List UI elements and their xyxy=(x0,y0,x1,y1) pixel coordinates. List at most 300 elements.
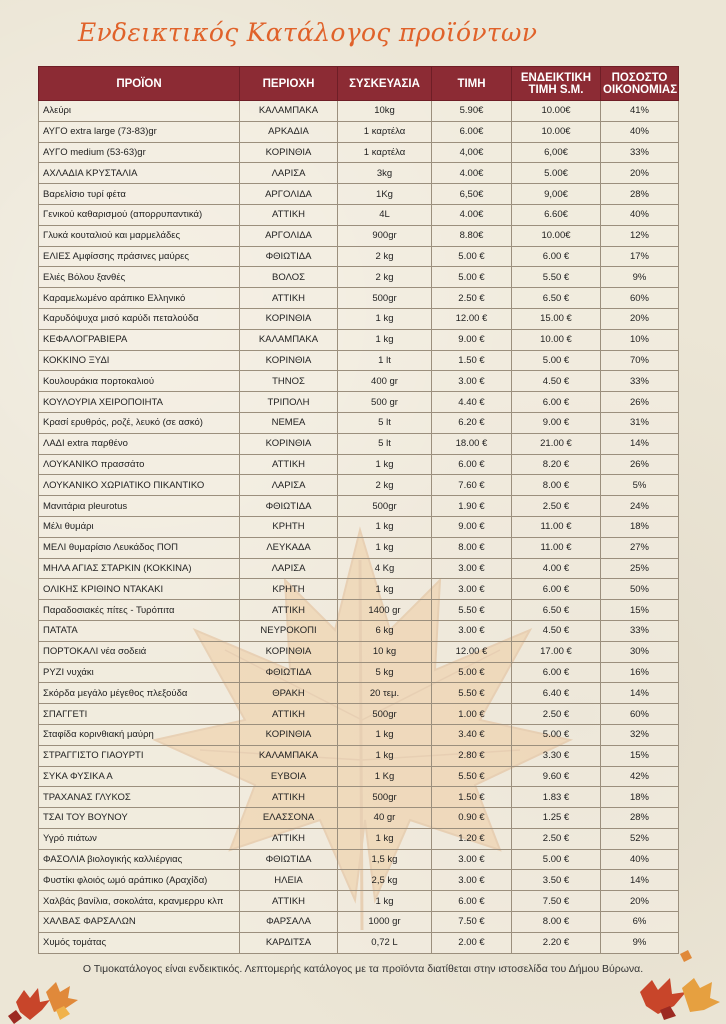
cell-region: ΚΟΡΙΝΘΙΑ xyxy=(240,308,338,329)
cell-product-name: ΤΣΑΙ ΤΟΥ ΒΟΥΝΟΥ xyxy=(39,808,240,829)
cell-package: 500gr xyxy=(338,288,432,309)
cell-region: ΚΟΡΙΝΘΙΑ xyxy=(240,724,338,745)
cell-sm-price: 9.60 € xyxy=(512,766,601,787)
cell-sm-price: 7.50 € xyxy=(512,891,601,912)
cell-package: 500gr xyxy=(338,704,432,725)
cell-price: 8.00 € xyxy=(432,537,512,558)
table-row xyxy=(39,745,679,766)
table-row xyxy=(39,288,679,309)
cell-price: 5.00 € xyxy=(432,267,512,288)
autumn-leaves-corner-right-icon xyxy=(630,948,722,1022)
cell-package: 3kg xyxy=(338,163,432,184)
cell-product-name: Γενικού καθαρισμού (απορρυπαντικά) xyxy=(39,204,240,225)
cell-price: 5.50 € xyxy=(432,683,512,704)
cell-package: 0,72 L xyxy=(338,932,432,953)
table-row xyxy=(39,912,679,933)
cell-sm-price: 9,00€ xyxy=(512,184,601,205)
cell-product-name: Κρασί ερυθρός, ροζέ, λευκό (σε ασκό) xyxy=(39,412,240,433)
cell-sm-price: 3.30 € xyxy=(512,745,601,766)
price-table xyxy=(38,66,679,954)
cell-price: 12.00 € xyxy=(432,641,512,662)
cell-product-name: Κουλουράκια πορτοκαλιού xyxy=(39,371,240,392)
cell-price: 4.40 € xyxy=(432,392,512,413)
cell-product-name: Χυμός τομάτας xyxy=(39,932,240,953)
cell-package: 1 lt xyxy=(338,350,432,371)
cell-product-name: Σκόρδα μεγάλο μέγεθος πλεξούδα xyxy=(39,683,240,704)
cell-region: ΝΕΥΡΟΚΟΠΙ xyxy=(240,620,338,641)
cell-product-name: ΤΡΑΧΑΝΑΣ ΓΛΥΚΟΣ xyxy=(39,787,240,808)
cell-product-name: ΟΛΙΚΗΣ ΚΡΙΘΙΝΟ ΝΤΑΚΑΚΙ xyxy=(39,579,240,600)
cell-product-name: ΚΟΚΚΙΝΟ ΞΥΔΙ xyxy=(39,350,240,371)
cell-savings: 20% xyxy=(601,308,679,329)
cell-region: ΕΥΒΟΙΑ xyxy=(240,766,338,787)
cell-product-name: ΚΕΦΑΛΟΓΡΑΒΙΕΡΑ xyxy=(39,329,240,350)
cell-price: 1.90 € xyxy=(432,496,512,517)
cell-price: 2.00 € xyxy=(432,932,512,953)
table-row xyxy=(39,787,679,808)
cell-region: ΚΟΡΙΝΘΙΑ xyxy=(240,433,338,454)
cell-price: 9.00 € xyxy=(432,516,512,537)
cell-package: 500gr xyxy=(338,496,432,517)
cell-package: 1000 gr xyxy=(338,912,432,933)
cell-product-name: Χαλβάς βανίλια, σοκολάτα, κρανμερρυ κλπ xyxy=(39,891,240,912)
cell-savings: 25% xyxy=(601,558,679,579)
cell-region: ΚΑΛΑΜΠΑΚΑ xyxy=(240,745,338,766)
table-row xyxy=(39,662,679,683)
cell-region: ΑΡΚΑΔΙΑ xyxy=(240,121,338,142)
table-row xyxy=(39,516,679,537)
cell-sm-price: 10.00€ xyxy=(512,121,601,142)
cell-package: 1 kg xyxy=(338,329,432,350)
cell-savings: 9% xyxy=(601,267,679,288)
cell-price: 5.90€ xyxy=(432,101,512,122)
cell-price: 6.00 € xyxy=(432,891,512,912)
cell-savings: 18% xyxy=(601,787,679,808)
cell-region: ΚΡΗΤΗ xyxy=(240,579,338,600)
cell-price: 3.00 € xyxy=(432,371,512,392)
cell-region: ΑΤΤΙΚΗ xyxy=(240,704,338,725)
cell-product-name: ΕΛΙΕΣ Αμφίσσης πράσινες μαύρες xyxy=(39,246,240,267)
cell-region: ΚΑΡΔΙΤΣΑ xyxy=(240,932,338,953)
cell-savings: 31% xyxy=(601,412,679,433)
cell-region: ΝΕΜΕΑ xyxy=(240,412,338,433)
cell-package: 1 kg xyxy=(338,308,432,329)
cell-sm-price: 5.00€ xyxy=(512,163,601,184)
cell-product-name: ΠΑΤΑΤΑ xyxy=(39,620,240,641)
cell-region: ΑΤΤΙΚΗ xyxy=(240,454,338,475)
cell-savings: 33% xyxy=(601,371,679,392)
table-row xyxy=(39,163,679,184)
cell-product-name: ΚΟΥΛΟΥΡΙΑ ΧΕΙΡΟΠΟΙΗΤΑ xyxy=(39,392,240,413)
cell-price: 1.50 € xyxy=(432,350,512,371)
cell-sm-price: 11.00 € xyxy=(512,537,601,558)
cell-product-name: ΑΥΓΟ extra large (73-83)gr xyxy=(39,121,240,142)
cell-sm-price: 2.50 € xyxy=(512,496,601,517)
column-header-sm-price: ΕΝΔΕΙΚΤΙΚΗ ΤΙΜΗ S.M. xyxy=(512,67,601,101)
cell-region: ΚΡΗΤΗ xyxy=(240,516,338,537)
cell-region: ΛΕΥΚΑΔΑ xyxy=(240,537,338,558)
cell-region: ΑΡΓΟΛΙΔΑ xyxy=(240,225,338,246)
cell-region: ΘΡΑΚΗ xyxy=(240,683,338,704)
table-row xyxy=(39,267,679,288)
cell-savings: 14% xyxy=(601,683,679,704)
cell-sm-price: 6.50 € xyxy=(512,288,601,309)
cell-savings: 27% xyxy=(601,537,679,558)
cell-package: 5 lt xyxy=(338,433,432,454)
table-row xyxy=(39,392,679,413)
cell-product-name: Σταφίδα κορινθιακή μαύρη xyxy=(39,724,240,745)
cell-savings: 26% xyxy=(601,454,679,475)
table-row xyxy=(39,246,679,267)
table-row xyxy=(39,121,679,142)
cell-sm-price: 10.00€ xyxy=(512,101,601,122)
cell-sm-price: 5.00 € xyxy=(512,724,601,745)
cell-savings: 30% xyxy=(601,641,679,662)
table-body xyxy=(39,101,679,954)
cell-product-name: ΜΕΛΙ θυμαρίσιο Λευκάδος ΠΟΠ xyxy=(39,537,240,558)
cell-price: 3.00 € xyxy=(432,558,512,579)
cell-savings: 28% xyxy=(601,184,679,205)
cell-sm-price: 6.50 € xyxy=(512,600,601,621)
cell-region: ΛΑΡΙΣΑ xyxy=(240,475,338,496)
cell-sm-price: 6.40 € xyxy=(512,683,601,704)
cell-package: 1 kg xyxy=(338,891,432,912)
table-row xyxy=(39,849,679,870)
cell-package: 1 kg xyxy=(338,516,432,537)
cell-region: ΑΤΤΙΚΗ xyxy=(240,891,338,912)
cell-product-name: Φυστίκι φλοιός ωμό αράπικο (Αραχίδα) xyxy=(39,870,240,891)
table-row xyxy=(39,371,679,392)
cell-package: 1 kg xyxy=(338,745,432,766)
cell-savings: 32% xyxy=(601,724,679,745)
cell-price: 9.00 € xyxy=(432,329,512,350)
cell-savings: 42% xyxy=(601,766,679,787)
table-row xyxy=(39,412,679,433)
cell-price: 5.50 € xyxy=(432,766,512,787)
cell-product-name: ΣΥΚΑ ΦΥΣΙΚΑ Α xyxy=(39,766,240,787)
cell-package: 1400 gr xyxy=(338,600,432,621)
table-row xyxy=(39,766,679,787)
cell-region: ΛΑΡΙΣΑ xyxy=(240,558,338,579)
cell-product-name: ΑΧΛΑΔΙΑ ΚΡΥΣΤΑΛΙΑ xyxy=(39,163,240,184)
cell-savings: 40% xyxy=(601,849,679,870)
cell-product-name: Καραμελωμένο αράπικο Ελληνικό xyxy=(39,288,240,309)
cell-price: 3.00 € xyxy=(432,870,512,891)
table-row xyxy=(39,579,679,600)
cell-sm-price: 9.00 € xyxy=(512,412,601,433)
table-row xyxy=(39,620,679,641)
cell-sm-price: 2.20 € xyxy=(512,932,601,953)
cell-package: 10 kg xyxy=(338,641,432,662)
cell-package: 400 gr xyxy=(338,371,432,392)
cell-region: ΚΟΡΙΝΘΙΑ xyxy=(240,350,338,371)
cell-price: 0.90 € xyxy=(432,808,512,829)
table-row xyxy=(39,932,679,953)
cell-package: 1 kg xyxy=(338,828,432,849)
cell-price: 4.00€ xyxy=(432,204,512,225)
cell-savings: 5% xyxy=(601,475,679,496)
cell-package: 20 τεμ. xyxy=(338,683,432,704)
cell-region: ΚΑΛΑΜΠΑΚΑ xyxy=(240,101,338,122)
cell-savings: 9% xyxy=(601,932,679,953)
cell-sm-price: 6.00 € xyxy=(512,662,601,683)
column-header-product: ΠΡΟΪΟΝ xyxy=(39,67,240,101)
cell-sm-price: 15.00 € xyxy=(512,308,601,329)
table-row xyxy=(39,142,679,163)
cell-package: 40 gr xyxy=(338,808,432,829)
cell-product-name: Ελιές Βόλου ξανθές xyxy=(39,267,240,288)
table-row xyxy=(39,870,679,891)
cell-price: 5.50 € xyxy=(432,600,512,621)
cell-package: 1 kg xyxy=(338,537,432,558)
column-header-region: ΠΕΡΙΟΧΗ xyxy=(240,67,338,101)
cell-price: 4.00€ xyxy=(432,163,512,184)
cell-product-name: ΠΟΡΤΟΚΑΛΙ νέα σοδειά xyxy=(39,641,240,662)
cell-sm-price: 6.00 € xyxy=(512,392,601,413)
cell-price: 4,00€ xyxy=(432,142,512,163)
table-row xyxy=(39,891,679,912)
cell-package: 2 kg xyxy=(338,475,432,496)
cell-region: ΑΤΤΙΚΗ xyxy=(240,787,338,808)
column-header-price: ΤΙΜΗ xyxy=(432,67,512,101)
cell-sm-price: 4.00 € xyxy=(512,558,601,579)
cell-product-name: ΣΤΡΑΓΓΙΣΤΟ ΓΙΑΟΥΡΤΙ xyxy=(39,745,240,766)
cell-price: 2.50 € xyxy=(432,288,512,309)
table-row xyxy=(39,704,679,725)
cell-savings: 14% xyxy=(601,433,679,454)
cell-sm-price: 1.25 € xyxy=(512,808,601,829)
cell-price: 5.00 € xyxy=(432,662,512,683)
table-row xyxy=(39,475,679,496)
table-row xyxy=(39,641,679,662)
cell-product-name: ΛΟΥΚΑΝΙΚΟ πρασσάτο xyxy=(39,454,240,475)
cell-savings: 50% xyxy=(601,579,679,600)
cell-package: 1 καρτέλα xyxy=(338,121,432,142)
cell-product-name: ΛΑΔΙ extra παρθένο xyxy=(39,433,240,454)
cell-price: 3.00 € xyxy=(432,620,512,641)
cell-product-name: Βαρελίσιο τυρί φέτα xyxy=(39,184,240,205)
cell-savings: 18% xyxy=(601,516,679,537)
cell-sm-price: 1.83 € xyxy=(512,787,601,808)
cell-savings: 60% xyxy=(601,288,679,309)
table-row xyxy=(39,808,679,829)
cell-savings: 41% xyxy=(601,101,679,122)
cell-region: ΑΡΓΟΛΙΔΑ xyxy=(240,184,338,205)
cell-sm-price: 4.50 € xyxy=(512,371,601,392)
cell-region: ΚΟΡΙΝΘΙΑ xyxy=(240,142,338,163)
cell-price: 18.00 € xyxy=(432,433,512,454)
cell-product-name: Αλεύρι xyxy=(39,101,240,122)
cell-region: ΑΤΤΙΚΗ xyxy=(240,828,338,849)
table-row xyxy=(39,329,679,350)
cell-savings: 33% xyxy=(601,620,679,641)
cell-region: ΦΘΙΩΤΙΔΑ xyxy=(240,246,338,267)
cell-product-name: Μέλι θυμάρι xyxy=(39,516,240,537)
cell-product-name: ΑΥΓΟ medium (53-63)gr xyxy=(39,142,240,163)
cell-price: 5.00 € xyxy=(432,246,512,267)
cell-sm-price: 5.00 € xyxy=(512,350,601,371)
cell-sm-price: 2.50 € xyxy=(512,704,601,725)
cell-region: ΦΘΙΩΤΙΔΑ xyxy=(240,496,338,517)
cell-package: 5 kg xyxy=(338,662,432,683)
cell-price: 7.50 € xyxy=(432,912,512,933)
cell-product-name: Μανιτάρια pleurotus xyxy=(39,496,240,517)
cell-product-name: ΦΑΣΟΛΙΑ βιολογικής καλλιέργιας xyxy=(39,849,240,870)
cell-sm-price: 6,00€ xyxy=(512,142,601,163)
cell-region: ΑΤΤΙΚΗ xyxy=(240,288,338,309)
table-row xyxy=(39,537,679,558)
cell-price: 6.20 € xyxy=(432,412,512,433)
table-row xyxy=(39,724,679,745)
cell-product-name: ΛΟΥΚΑΝΙΚΟ ΧΩΡΙΑΤΙΚΟ ΠΙΚΑΝΤΙΚΟ xyxy=(39,475,240,496)
cell-package: 500 gr xyxy=(338,392,432,413)
table-row xyxy=(39,350,679,371)
cell-price: 2.80 € xyxy=(432,745,512,766)
cell-region: ΑΤΤΙΚΗ xyxy=(240,204,338,225)
cell-price: 12.00 € xyxy=(432,308,512,329)
cell-package: 1 kg xyxy=(338,454,432,475)
table-row xyxy=(39,101,679,122)
table-row xyxy=(39,558,679,579)
cell-product-name: Υγρό πιάτων xyxy=(39,828,240,849)
cell-savings: 40% xyxy=(601,204,679,225)
table-row xyxy=(39,225,679,246)
cell-region: ΦΘΙΩΤΙΔΑ xyxy=(240,849,338,870)
cell-package: 1 Kg xyxy=(338,766,432,787)
table-row xyxy=(39,496,679,517)
cell-savings: 15% xyxy=(601,600,679,621)
cell-savings: 26% xyxy=(601,392,679,413)
cell-savings: 10% xyxy=(601,329,679,350)
cell-savings: 12% xyxy=(601,225,679,246)
cell-region: ΗΛΕΙΑ xyxy=(240,870,338,891)
cell-price: 1.00 € xyxy=(432,704,512,725)
cell-sm-price: 10.00 € xyxy=(512,329,601,350)
table-row xyxy=(39,828,679,849)
cell-price: 1.20 € xyxy=(432,828,512,849)
cell-package: 1,5 kg xyxy=(338,849,432,870)
table-header-row xyxy=(39,67,679,101)
cell-package: 4 Kg xyxy=(338,558,432,579)
table-row xyxy=(39,683,679,704)
cell-price: 8.80€ xyxy=(432,225,512,246)
cell-product-name: ΣΠΑΓΓΕΤΙ xyxy=(39,704,240,725)
cell-price: 3.00 € xyxy=(432,579,512,600)
cell-package: 10kg xyxy=(338,101,432,122)
cell-region: ΛΑΡΙΣΑ xyxy=(240,163,338,184)
cell-region: ΚΑΛΑΜΠΑΚΑ xyxy=(240,329,338,350)
autumn-leaves-corner-left-icon xyxy=(6,962,86,1024)
cell-product-name: ΜΗΛΑ ΑΓΙΑΣ ΣΤΑΡΚΙΝ (ΚΟΚΚΙΝΑ) xyxy=(39,558,240,579)
cell-sm-price: 2.50 € xyxy=(512,828,601,849)
table-row xyxy=(39,308,679,329)
cell-region: ΕΛΑΣΣΟΝΑ xyxy=(240,808,338,829)
cell-savings: 60% xyxy=(601,704,679,725)
cell-package: 500gr xyxy=(338,787,432,808)
cell-savings: 20% xyxy=(601,891,679,912)
cell-region: ΦΑΡΣΑΛΑ xyxy=(240,912,338,933)
cell-product-name: ΡΥΖΙ νυχάκι xyxy=(39,662,240,683)
cell-savings: 17% xyxy=(601,246,679,267)
cell-product-name: Γλυκά κουταλιού και μαρμελάδες xyxy=(39,225,240,246)
cell-package: 6 kg xyxy=(338,620,432,641)
table-row xyxy=(39,454,679,475)
cell-package: 2 kg xyxy=(338,246,432,267)
cell-savings: 28% xyxy=(601,808,679,829)
cell-price: 3.00 € xyxy=(432,849,512,870)
cell-sm-price: 21.00 € xyxy=(512,433,601,454)
cell-sm-price: 8.20 € xyxy=(512,454,601,475)
cell-package: 1Kg xyxy=(338,184,432,205)
cell-sm-price: 17.00 € xyxy=(512,641,601,662)
table-row xyxy=(39,184,679,205)
table-row xyxy=(39,204,679,225)
cell-sm-price: 8.00 € xyxy=(512,475,601,496)
cell-savings: 20% xyxy=(601,163,679,184)
cell-region: ΤΡΙΠΟΛΗ xyxy=(240,392,338,413)
cell-region: ΚΟΡΙΝΘΙΑ xyxy=(240,641,338,662)
table-row xyxy=(39,433,679,454)
page-title: Ενδεικτικός Κατάλογος προϊόντων xyxy=(78,18,538,47)
cell-sm-price: 6.00 € xyxy=(512,579,601,600)
cell-savings: 6% xyxy=(601,912,679,933)
cell-package: 1 kg xyxy=(338,579,432,600)
column-header-savings: ΠΟΣΟΣΤΟ ΟΙΚΟΝΟΜΙΑΣ xyxy=(601,67,679,101)
cell-price: 7.60 € xyxy=(432,475,512,496)
cell-price: 6.00 € xyxy=(432,454,512,475)
cell-region: ΤΗΝΟΣ xyxy=(240,371,338,392)
cell-sm-price: 5.50 € xyxy=(512,267,601,288)
cell-sm-price: 6.60€ xyxy=(512,204,601,225)
cell-package: 4L xyxy=(338,204,432,225)
cell-region: ΒΟΛΟΣ xyxy=(240,267,338,288)
footer-note: Ο Τιμοκατάλογος είναι ενδεικτικός. Λεπτομερής κατάλογος με τα προϊόντα διατίθεται στην ιστοσελίδα του Δήμου Βύρωνα. xyxy=(82,963,644,975)
cell-package: 1 καρτέλα xyxy=(338,142,432,163)
cell-product-name: ΧΑΛΒΑΣ ΦΑΡΣΑΛΩΝ xyxy=(39,912,240,933)
cell-product-name: Καρυδόψυχα μισό καρύδι πεταλούδα xyxy=(39,308,240,329)
cell-savings: 40% xyxy=(601,121,679,142)
cell-savings: 70% xyxy=(601,350,679,371)
cell-sm-price: 11.00 € xyxy=(512,516,601,537)
cell-price: 3.40 € xyxy=(432,724,512,745)
cell-savings: 52% xyxy=(601,828,679,849)
cell-price: 6,50€ xyxy=(432,184,512,205)
cell-region: ΦΘΙΩΤΙΔΑ xyxy=(240,662,338,683)
cell-region: ΑΤΤΙΚΗ xyxy=(240,600,338,621)
price-table-container xyxy=(38,66,678,954)
cell-price: 1.50 € xyxy=(432,787,512,808)
cell-savings: 24% xyxy=(601,496,679,517)
cell-sm-price: 6.00 € xyxy=(512,246,601,267)
column-header-package: ΣΥΣΚΕΥΑΣΙΑ xyxy=(338,67,432,101)
cell-sm-price: 4.50 € xyxy=(512,620,601,641)
cell-product-name: Παραδοσιακές πίτες - Τυρόπιτα xyxy=(39,600,240,621)
cell-package: 900gr xyxy=(338,225,432,246)
cell-package: 2,5 kg xyxy=(338,870,432,891)
cell-sm-price: 5.00 € xyxy=(512,849,601,870)
cell-package: 2 kg xyxy=(338,267,432,288)
cell-savings: 16% xyxy=(601,662,679,683)
cell-savings: 14% xyxy=(601,870,679,891)
cell-sm-price: 10.00€ xyxy=(512,225,601,246)
cell-savings: 15% xyxy=(601,745,679,766)
table-row xyxy=(39,600,679,621)
cell-savings: 33% xyxy=(601,142,679,163)
cell-package: 1 kg xyxy=(338,724,432,745)
cell-package: 5 lt xyxy=(338,412,432,433)
cell-sm-price: 8.00 € xyxy=(512,912,601,933)
cell-price: 6.00€ xyxy=(432,121,512,142)
